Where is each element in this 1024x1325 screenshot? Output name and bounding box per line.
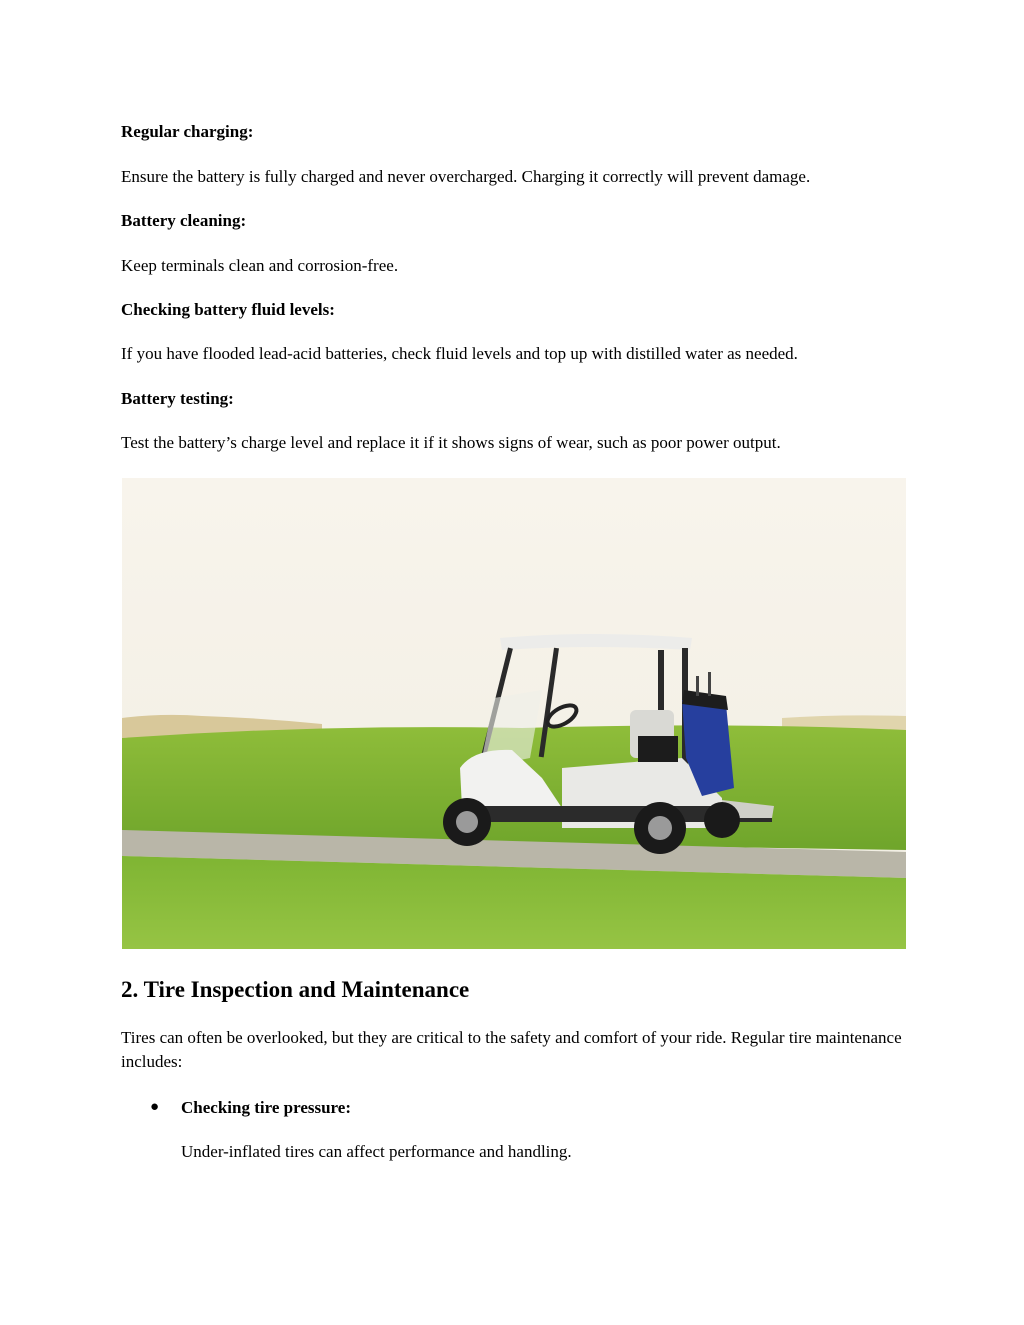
battery-testing-text: Test the battery’s charge level and replace it if it shows signs of wear, such as poor power output. [121, 433, 781, 452]
tire-section-intro: Tires can often be overlooked, but they are critical to the safety and comfort of your ride. Regular tire maintenance includes: [121, 1028, 902, 1071]
fluid-levels-heading: Checking battery fluid levels: [121, 300, 335, 319]
regular-charging-heading: Regular charging: [121, 122, 254, 141]
battery-testing-heading: Battery testing: [121, 389, 234, 408]
fluid-levels-text: If you have flooded lead-acid batteries, check fluid levels and top up with distilled water as needed. [121, 344, 798, 363]
tire-pressure-text: Under-inflated tires can affect performance and handling. [181, 1142, 572, 1161]
battery-cleaning-text: Keep terminals clean and corrosion-free. [121, 256, 399, 275]
tire-pressure-heading: Checking tire pressure: [181, 1098, 351, 1117]
tire-section-title: 2. Tire Inspection and Maintenance [121, 977, 470, 1002]
regular-charging-text: Ensure the battery is fully charged and never overcharged. Charging it correctly will prevent damage. [121, 167, 811, 186]
bullet-icon: ● [150, 1099, 160, 1115]
battery-cleaning-heading: Battery cleaning: [121, 211, 247, 230]
golf-cart-photo [122, 478, 906, 949]
